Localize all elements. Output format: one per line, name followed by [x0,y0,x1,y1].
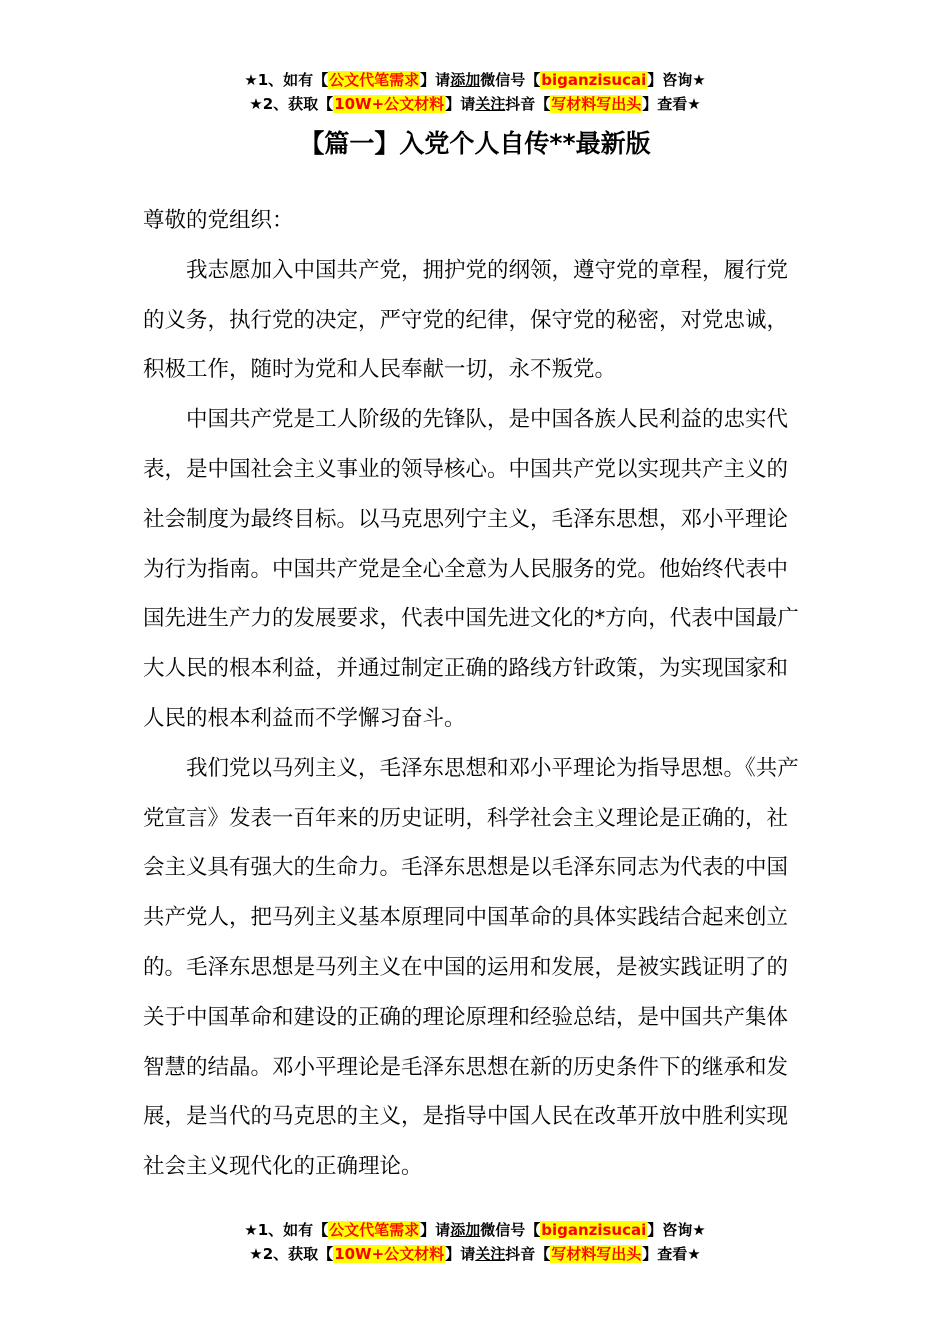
banner-line-2 [0,92,950,116]
banner-text: 微信号【 [480,1221,541,1239]
emphasis-text: 添加 [450,71,481,89]
body-paragraph: 中国共产党是工人阶级的先锋队，是中国各族人民利益的忠实代表，是中国社会主义事业的领导核心。中国共产党以实现共产主义的社会制度为最终目标。以马克思列宁主义，毛泽东思想，邓小平理论为行为指南。中国共产党是全心全意为人民服务的党。他始终代表中国先进生产力的发展要求，代表中国先进文化的*方向，代表中国最广大人民的根本利益，并通过制定正确的路线方针政策，为实现国家和人民的根本利益而不学懈习奋斗。 [143,407,799,731]
banner-text: ★2、获取【 [249,95,334,113]
banner-text: 抖音【 [505,95,551,113]
emphasis-text: 添加 [450,1221,481,1239]
salutation: 尊敬的党组织： [143,208,294,233]
emphasis-text: 关注 [475,95,506,113]
highlight-materials: 10W+公文材料 [334,95,445,113]
highlight-wechat-id: biganzisucai [541,1221,647,1239]
banner-text: 微信号【 [480,71,541,89]
highlight-wechat-id: biganzisucai [541,71,647,89]
body-paragraph: 我志愿加入中国共产党，拥护党的纲领，遵守党的章程，履行党的义务，执行党的决定，严守党的纪律，保守党的秘密，对党忠诚，积极工作，随时为党和人民奉献一切，永不叛党。 [143,257,789,383]
banner-text: ★1、如有【 [244,1221,329,1239]
bottom-banner [0,1218,950,1266]
banner-text: 】查看★ [642,95,701,113]
highlight-service: 公文代笔需求 [329,1221,420,1239]
top-banner [0,68,950,116]
banner-text: 】查看★ [642,1245,701,1263]
banner-text: 】咨询★ [647,71,706,89]
banner-text: 】请 [445,1245,476,1263]
document-title: 【篇一】入党个人自传**最新版 [299,129,651,158]
banner-text: 】请 [420,71,451,89]
banner-line-1 [0,68,950,92]
banner-text: ★2、获取【 [249,1245,334,1263]
highlight-douyin-id: 写材料写出头 [551,95,642,113]
banner-text: ★1、如有【 [244,71,329,89]
document-body [143,196,807,1192]
highlight-service: 公文代笔需求 [329,71,420,89]
emphasis-text: 关注 [475,1245,506,1263]
banner-line-2 [0,1242,950,1266]
highlight-materials: 10W+公文材料 [334,1245,445,1263]
banner-text: 】请 [445,95,476,113]
highlight-douyin-id: 写材料写出头 [551,1245,642,1263]
banner-line-1 [0,1218,950,1242]
banner-text: 】请 [420,1221,451,1239]
body-paragraph: 我们党以马列主义，毛泽东思想和邓小平理论为指导思想。《共产党宣言》发表一百年来的历史证明，科学社会主义理论是正确的，社会主义具有强大的生命力。毛泽东思想是以毛泽东同志为代表的中国共产党人，把马列主义基本原理同中国革命的具体实践结合起来创立的。毛泽东思想是马列主义在中国的运用和发展，是被实践证明了的关于中国革命和建设的正确的理论原理和经验总结，是中国共产集体智慧的结晶。邓小平理论是毛泽东思想在新的历史条件下的继承和发展，是当代的马克思的主义，是指导中国人民在改革开放中胜利实现社会主义现代化的正确理论。 [143,755,799,1180]
banner-text: 】咨询★ [647,1221,706,1239]
banner-text: 抖音【 [505,1245,551,1263]
